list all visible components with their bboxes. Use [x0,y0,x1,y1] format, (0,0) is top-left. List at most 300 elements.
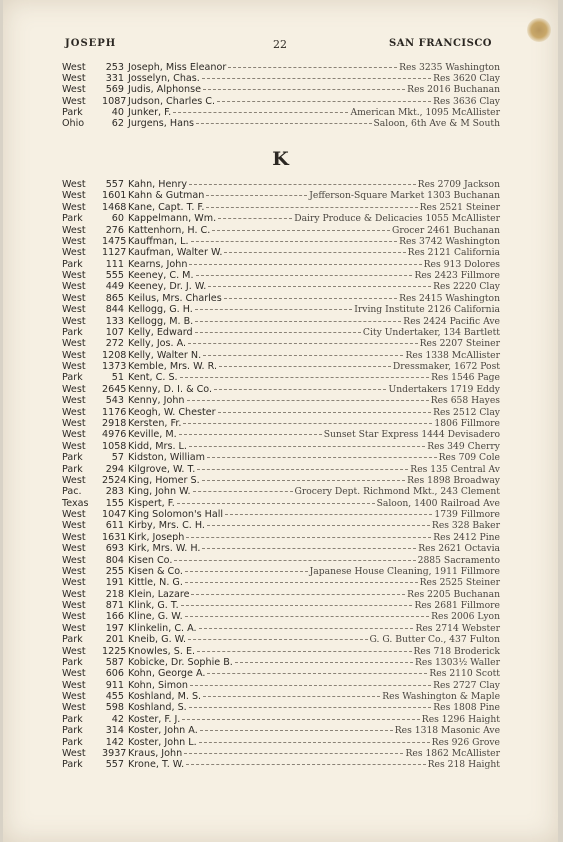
subscriber-name: Kappelmann, Wm. [128,213,217,225]
leader-dots [224,252,405,253]
entry-line [128,475,500,487]
subscriber-address: City Undertaker, 134 Bartlett [362,326,500,338]
entry-line [128,107,500,119]
phone-number: 42 [111,713,124,725]
exchange: West [62,600,86,612]
directory-entry [3,520,558,532]
directory-entry [3,327,558,339]
directory-entry [3,714,558,726]
subscriber-address: Res 1546 Page [431,372,500,384]
subscriber-name: Kohn, George A. [128,668,206,680]
phone-number: 449 [105,281,124,293]
subscriber-name: Kaufman, Walter W. [128,247,223,259]
leader-dots [202,78,431,79]
leader-dots [217,101,431,102]
leader-dots [174,560,415,561]
phone-number: 1087 [102,95,127,107]
leader-dots [218,218,292,219]
directory-entry [3,384,558,396]
leader-dots [187,400,429,401]
leader-dots [207,525,430,526]
phone-number: 111 [105,258,124,270]
phone-number: 57 [111,452,124,464]
entry-line [128,62,500,74]
directory-entry [3,361,558,373]
header-city: SAN FRANCISCO [389,38,492,49]
entry-line [128,429,500,441]
entry-line [128,691,500,703]
subscriber-name: Kline, G. W. [128,611,183,623]
phone-number: 314 [105,725,124,737]
subscriber-name: Kane, Capt. T. F. [128,201,205,213]
phone-number: 276 [105,224,124,236]
leader-dots [225,514,432,515]
subscriber-name: Kobicke, Dr. Sophie B. [128,656,233,668]
exchange: West [62,520,86,532]
phone-number: 2645 [102,383,127,395]
subscriber-address: Res 913 Dolores [423,258,500,270]
exchange: West [62,440,86,452]
phone-number: 331 [105,73,124,85]
subscriber-name: Kidston, William [128,452,206,464]
directory-entry [3,96,558,108]
directory-entry [3,429,558,441]
leader-dots [191,594,405,595]
subscriber-name: Kelly, Walter N. [128,349,202,361]
subscriber-address: Res 328 Baker [431,520,500,532]
exchange: Park [62,213,83,225]
subscriber-name: Koster, F. J. [128,713,181,725]
entry-line [128,418,500,430]
entry-line [128,737,500,749]
exchange: Park [62,759,83,771]
entry-line [128,520,500,532]
subscriber-address: Dairy Produce & Delicacies 1055 McAllister [294,213,500,225]
directory-entry [3,281,558,293]
entry-line [128,646,500,658]
entry-line [128,498,500,510]
subscriber-address: American Mkt., 1095 McAllister [350,106,500,118]
entry-line [128,680,500,692]
leader-dots [228,67,397,68]
exchange: Park [62,656,83,668]
leader-dots [199,742,430,743]
subscriber-address: Res 2121 California [407,247,500,259]
subscriber-address: Res 2525 Steiner [419,577,500,589]
subscriber-address: 2885 Sacramento [417,554,500,566]
subscriber-name: Koster, John L. [128,736,197,748]
subscriber-address: Res 1338 McAllister [405,349,500,361]
subscriber-address: Res 2714 Webster [415,622,500,634]
subscriber-name: Judis, Alphonse [128,84,202,96]
subscriber-address: Res 1296 Haight [421,713,500,725]
subscriber-name: Kauffman, L. [128,235,189,247]
phone-number: 283 [105,486,124,498]
exchange: Park [62,725,83,737]
phone-number: 611 [105,520,124,532]
subscriber-name: Kelly, Jos. A. [128,338,187,350]
exchange: West [62,668,86,680]
subscriber-name: Joseph, Miss Eleanor [128,62,227,73]
directory-entry [3,225,558,237]
directory-entry [3,509,558,521]
subscriber-address: Res 2727 Clay [433,679,500,691]
subscriber-name: Kispert, F. [128,497,175,509]
subscriber-address: Res 1318 Masonic Ave [394,725,500,737]
leader-dots [208,286,431,287]
entry-line [128,281,500,293]
leader-dots [206,195,307,196]
subscriber-name: Junker, F. [128,106,172,118]
directory-entry [3,118,558,130]
subscriber-address: Res 2681 Fillmore [414,600,500,612]
exchange: West [62,406,86,418]
exchange: Park [62,106,83,118]
entry-line [128,668,500,680]
phone-number: 272 [105,338,124,350]
subscriber-address: Res 2512 Clay [433,406,500,418]
exchange: West [62,383,86,395]
subscriber-name: Kellogg, G. H. [128,304,193,316]
exchange: Park [62,634,83,646]
subscriber-address: Res 2423 Fillmore [414,270,500,282]
phone-number: 40 [111,106,124,118]
entry-line [128,464,500,476]
leader-dots [206,207,417,208]
subscriber-address: Res 2621 Octavia [418,543,500,555]
subscriber-name: Kahn & Gutman [128,190,205,202]
exchange: West [62,588,86,600]
exchange: Texas [62,497,89,509]
directory-entry [3,498,558,510]
phone-number: 1475 [102,235,127,247]
entry-line [128,327,500,339]
exchange: Park [62,452,83,464]
subscriber-name: Keeney, Dr. J. W. [128,281,207,293]
subscriber-name: Judson, Charles C. [128,95,216,107]
directory-entry [3,668,558,680]
phone-number: 587 [105,656,124,668]
phone-number: 294 [105,463,124,475]
exchange: Park [62,258,83,270]
phone-number: 2524 [102,474,127,486]
exchange: West [62,474,86,486]
leader-dots [199,628,414,629]
subscriber-address: Res 1898 Broadway [407,474,500,486]
subscriber-address: Res 1303½ Waller [414,656,500,668]
subscriber-address: Japanese House Cleaning, 1911 Fillmore [309,565,500,577]
subscriber-name: Keogh, W. Chester [128,406,216,418]
exchange: West [62,395,86,407]
entry-line [128,623,500,635]
entry-line [128,372,500,384]
entry-line [128,338,500,350]
directory-entry [3,680,558,692]
entry-line [128,179,500,191]
leader-dots [212,230,390,231]
subscriber-name: Kisen & Co. [128,565,183,577]
entry-line [128,441,500,453]
subscriber-address: Grocer 2461 Buchanan [392,224,500,236]
subscriber-name: Kattenhorn, H. C. [128,224,211,236]
subscriber-address: Dressmaker, 1672 Post [392,361,500,373]
leader-dots [185,582,418,583]
directory-entry [3,418,558,430]
entry-line [128,509,500,521]
subscriber-name: Kirby, Mrs. C. H. [128,520,205,532]
leader-dots [181,605,413,606]
directory-entry [3,293,558,305]
phone-number: 155 [105,497,124,509]
subscriber-name: Koshland, S. [128,702,187,714]
subscriber-address: Res 718 Broderick [413,645,500,657]
exchange: West [62,247,86,259]
leader-dots [189,707,432,708]
entry-line [128,225,500,237]
entry-line [128,486,500,498]
entry-line [128,247,500,259]
entry-line [128,725,500,737]
exchange: West [62,349,86,361]
leader-dots [195,321,401,322]
exchange: West [62,417,86,429]
subscriber-name: Kelly, Edward [128,326,193,338]
phone-number: 1176 [102,406,127,418]
leader-dots [191,241,398,242]
subscriber-name: Klinkelin, C. A. [128,622,197,634]
directory-entry [3,441,558,453]
leader-dots [196,123,371,124]
subscriber-address: Res 2412 Pine [433,531,500,543]
exchange: Park [62,736,83,748]
exchange: West [62,73,86,85]
subscriber-address: Res 3235 Washington [399,62,500,73]
directory-entry [3,691,558,703]
directory-entry [3,107,558,119]
entry-line [128,384,500,396]
exchange: Park [62,326,83,338]
directory-entry [3,475,558,487]
directory-entry [3,748,558,760]
subscriber-name: Kent, C. S. [128,372,178,384]
leader-dots [179,434,322,435]
subscriber-name: King, Homer S. [128,474,200,486]
directory-entry [3,452,558,464]
directory-entry [3,338,558,350]
exchange: West [62,577,86,589]
subscriber-address: Res 658 Hayes [430,395,500,407]
subscriber-address: Res 2521 Steiner [419,201,500,213]
leader-dots [173,112,348,113]
subscriber-name: Kahn, Henry [128,179,188,190]
exchange: West [62,611,86,623]
page-number: 22 [273,38,287,51]
leader-dots [202,480,405,481]
exchange: Park [62,713,83,725]
phone-number: 693 [105,543,124,555]
phone-number: 555 [105,270,124,282]
leader-dots [177,503,375,504]
exchange: West [62,62,86,73]
phone-number: 1127 [102,247,127,259]
subscriber-address: Res 709 Cole [438,452,500,464]
exchange: West [62,201,86,213]
phone-number: 844 [105,304,124,316]
entry-line [128,96,500,108]
subscriber-name: Klein, Lazare [128,588,190,600]
entry-line [128,759,500,771]
phone-number: 60 [111,213,124,225]
directory-entry [3,73,558,85]
entry-line [128,190,500,202]
entry-line [128,395,500,407]
subscriber-address: Res 2110 Scott [429,668,500,680]
running-header [3,38,558,52]
entry-line [128,259,500,271]
phone-number: 911 [105,679,124,691]
exchange: West [62,622,86,634]
entry-line [128,702,500,714]
directory-entry [3,202,558,214]
phone-number: 871 [105,600,124,612]
phone-number: 569 [105,84,124,96]
phone-number: 1058 [102,440,127,452]
subscriber-address: Res 2415 Washington [399,292,500,304]
directory-entry [3,702,558,714]
subscriber-name: Kemble, Mrs. W. R. [128,361,217,373]
subscriber-address: Res 3636 Clay [433,95,500,107]
entry-line [128,361,500,373]
leader-dots [218,412,431,413]
entry-line [128,293,500,305]
leader-dots [186,537,431,538]
directory-entry [3,259,558,271]
directory-entry [3,464,558,476]
directory-entry [3,179,558,191]
leader-dots [219,366,391,367]
subscriber-address: Res 2709 Jackson [417,179,500,190]
subscriber-address: Res 2424 Pacific Ave [403,315,500,327]
phone-number: 51 [111,372,124,384]
exchange: West [62,315,86,327]
subscriber-address: 1806 Fillmore [434,417,500,429]
exchange: West [62,543,86,555]
leader-dots [197,651,411,652]
directory-entry [3,589,558,601]
phone-number: 62 [111,118,124,129]
leader-dots [193,491,293,492]
entry-line [128,566,500,578]
leader-dots [235,662,413,663]
leader-dots [186,764,425,765]
directory-entry [3,555,558,567]
subscriber-address: Res 1808 Pine [433,702,500,714]
directory-entry [3,213,558,225]
directory-entry [3,304,558,316]
directory-entry [3,532,558,544]
subscriber-name: Koster, John A. [128,725,198,737]
leader-dots [188,343,418,344]
entry-line [128,84,500,96]
phone-number: 191 [105,577,124,589]
phone-number: 1225 [102,645,127,657]
directory-entry [3,634,558,646]
exchange: West [62,190,86,202]
phone-number: 598 [105,702,124,714]
subscriber-address: Saloon, 1400 Railroad Ave [376,497,500,509]
exchange: West [62,224,86,236]
entry-line [128,589,500,601]
exchange: West [62,565,86,577]
subscriber-name: Krone, T. W. [128,759,185,771]
subscriber-name: Kohn, Simon [128,679,188,691]
exchange: Park [62,372,83,384]
subscriber-name: Koshland, M. S. [128,691,202,703]
subscriber-address: Irving Institute 2126 California [354,304,500,316]
leader-dots [189,446,425,447]
phone-number: 166 [105,611,124,623]
subscriber-name: Kersten, Fr. [128,417,182,429]
phone-number: 107 [105,326,124,338]
entry-line [128,304,500,316]
exchange: West [62,361,86,373]
subscriber-name: Kneib, G. W. [128,634,187,646]
leader-dots [189,264,421,265]
exchange: West [62,702,86,714]
subscriber-address: Res 135 Central Av [410,463,500,475]
entry-line [128,270,500,282]
subscriber-name: Kenny, John [128,395,185,407]
directory-entry [3,737,558,749]
exchange: West [62,645,86,657]
header-left-word: JOSEPH [65,38,117,49]
leader-dots [195,309,352,310]
directory-entry [3,657,558,669]
phone-number: 255 [105,565,124,577]
exchange: West [62,235,86,247]
exchange: West [62,281,86,293]
directory-entry [3,646,558,658]
leader-dots [202,548,416,549]
phone-number: 218 [105,588,124,600]
exchange: West [62,554,86,566]
directory-entry [3,566,558,578]
entry-line [128,611,500,623]
directory-entry [3,407,558,419]
entry-line [128,236,500,248]
exchange: West [62,429,86,441]
leader-dots [207,457,437,458]
exchange: West [62,292,86,304]
phone-number: 1468 [102,201,127,213]
subscriber-name: Kraus, John [128,748,183,759]
directory-entry [3,611,558,623]
phone-number: 197 [105,622,124,634]
subscriber-name: King, John W. [128,486,191,498]
entry-line [128,407,500,419]
phone-number: 455 [105,691,124,703]
exchange: West [62,531,86,543]
exchange: West [62,509,86,521]
phone-number: 1047 [102,509,127,521]
subscriber-name: Kellogg, M. B. [128,315,194,327]
leader-dots [184,753,403,754]
subscriber-name: Kidd, Mrs. L. [128,440,187,452]
subscriber-address: Undertakers 1719 Eddy [388,383,500,395]
entry-line [128,657,500,669]
subscriber-address: Res 2006 Lyon [431,611,500,623]
subscriber-name: Keilus, Mrs. Charles [128,292,222,304]
